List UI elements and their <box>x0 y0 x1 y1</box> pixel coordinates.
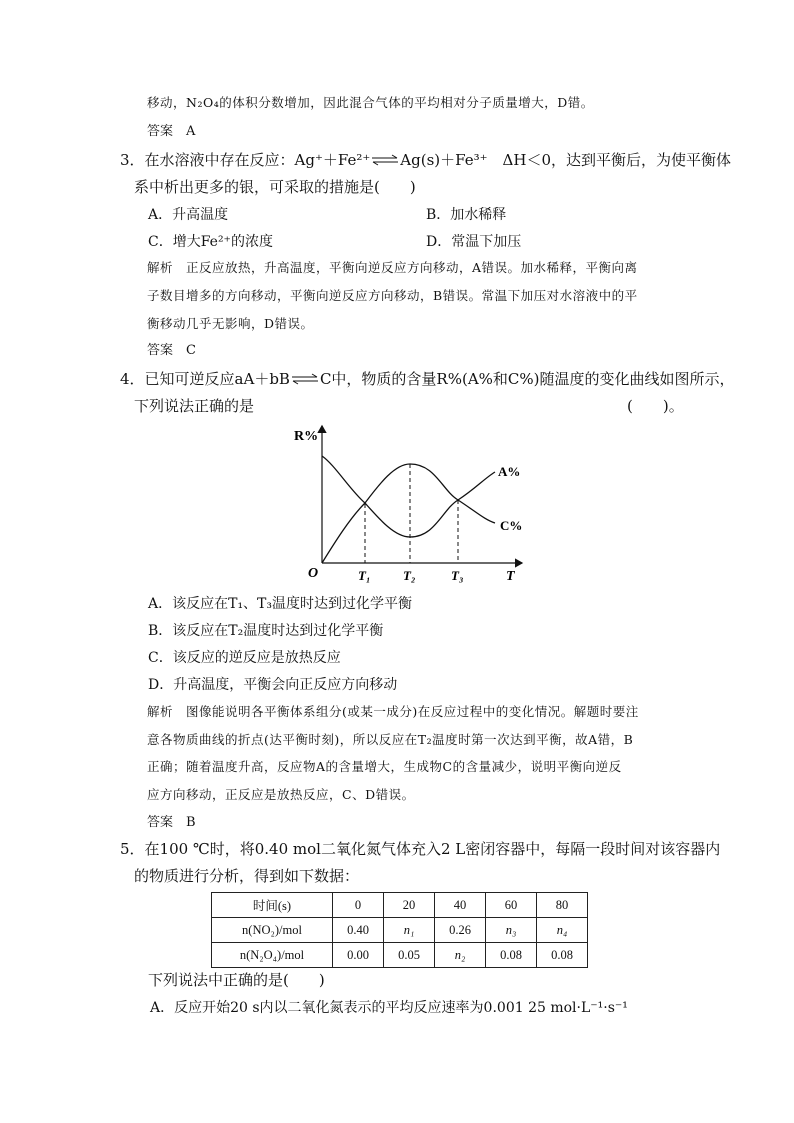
q5-stem-line2: 的物质进行分析，得到如下数据： <box>134 867 360 885</box>
q3-explanation-line2: 子数目增多的方向移动，平衡向逆反应方向移动，B错误。常温下加压对水溶液中的平 <box>147 288 638 303</box>
q4-explanation-line4: 应方向移动，正反应是放热反应，C、D错误。 <box>147 787 415 802</box>
table-cell: n(NO₂)/mol <box>212 918 333 943</box>
reversible-arrow-icon <box>290 373 320 388</box>
q4-answer-blank: ( )。 <box>627 397 684 415</box>
table-cell: n₂ <box>435 943 486 968</box>
q3-option-b: B．加水稀释 <box>426 207 507 223</box>
temperature-content-chart <box>290 420 530 590</box>
table-cell: 0 <box>333 893 384 918</box>
q3-option-a: A．升高温度 <box>148 207 229 223</box>
t1-tick-label: T₁ <box>358 568 371 583</box>
q3-stem-line1 <box>120 153 731 169</box>
table-cell: n₃ <box>486 918 537 943</box>
q3-explanation-line1: 解析 正反应放热，升高温度，平衡向逆反应方向移动，A错误。加水稀释，平衡向离 <box>147 260 638 275</box>
q3-stem-line2: 系中析出更多的银，可采取的措施是( ) <box>134 178 416 196</box>
table-cell: 20 <box>384 893 435 918</box>
table-header-row <box>212 893 588 918</box>
table-cell: n₄ <box>537 918 588 943</box>
table-cell: 0.05 <box>384 943 435 968</box>
q4-explanation-line1: 解析 图像能说明各平衡体系组分(或某一成分)在反应过程中的变化情况。解题时要注 <box>147 704 639 719</box>
series-c-legend: C% <box>500 518 523 533</box>
table-cell: 40 <box>435 893 486 918</box>
table-row <box>212 943 588 968</box>
series-a-legend: A% <box>498 464 521 479</box>
x-axis-label: T <box>506 569 515 584</box>
q4-option-a: A．该反应在T₁、T₃温度时达到过化学平衡 <box>148 596 413 612</box>
series-c-curve <box>322 464 495 563</box>
q3-stem-part1: 3．在水溶液中存在反应：Ag⁺＋Fe²⁺ <box>120 151 371 169</box>
q4-answer: 答案 B <box>147 815 196 830</box>
table-cell: 60 <box>486 893 537 918</box>
reversible-arrow-icon <box>370 154 400 169</box>
table-row <box>212 918 588 943</box>
table-cell: n(N₂O₄)/mol <box>212 943 333 968</box>
q5-option-a: A．反应开始20 s内以二氧化氮表示的平均反应速率为0.001 25 mol·L⁻¹·s⁻¹ <box>150 1000 628 1016</box>
q4-explanation-line3: 正确；随着温度升高，反应物A的含量增大，生成物C的含量减少，说明平衡向逆反 <box>147 759 622 774</box>
q3-explanation-line3: 衡移动几乎无影响，D错误。 <box>147 316 314 331</box>
q3-answer: 答案 C <box>147 343 196 358</box>
table-cell: 0.26 <box>435 918 486 943</box>
q3-option-c: C．增大Fe²⁺的浓度 <box>148 234 273 250</box>
t2-tick-label: T₂ <box>403 568 416 583</box>
q3-stem-part2: Ag(s)＋Fe³⁺ ΔH＜0，达到平衡后，为使平衡体 <box>400 151 731 169</box>
q4-option-b: B．该反应在T₂温度时达到过化学平衡 <box>148 623 384 639</box>
table-cell: 80 <box>537 893 588 918</box>
q4-stem-line1 <box>120 372 735 388</box>
data-table <box>211 892 588 968</box>
table-cell: n₁ <box>384 918 435 943</box>
table-cell: 0.08 <box>486 943 537 968</box>
q3-option-d: D．常温下加压 <box>426 234 522 250</box>
table-cell: 0.40 <box>333 918 384 943</box>
q4-stem-part1: 4．已知可逆反应aA＋bB <box>120 370 290 388</box>
t3-tick-label: T₃ <box>451 568 464 583</box>
q5-stem-line1: 5．在100 ℃时，将0.40 mol二氧化氮气体充入2 L密闭容器中，每隔一段时间对该容器内 <box>120 840 721 858</box>
q4-stem-line2: 下列说法正确的是 <box>134 397 255 415</box>
prev-explanation-line: 移动，N₂O₄的体积分数增加，因此混合气体的平均相对分子质量增大，D错。 <box>147 95 594 110</box>
q4-stem-part2: C中，物质的含量R%(A%和C%)随温度的变化曲线如图所示， <box>319 370 735 388</box>
q5-question-line: 下列说法中正确的是( ) <box>148 971 325 989</box>
prev-answer: 答案 A <box>147 124 196 139</box>
table-cell: 0.00 <box>333 943 384 968</box>
origin-label: O <box>308 566 319 581</box>
q4-option-d: D．升高温度，平衡会向正反应方向移动 <box>148 677 398 693</box>
q4-explanation-line2: 意各物质曲线的折点(达平衡时刻)，所以反应在T₂温度时第一次达到平衡，故A错，B <box>147 732 634 747</box>
y-axis-label: R% <box>294 429 319 444</box>
table-cell: 时间(s) <box>212 893 333 918</box>
table-cell: 0.08 <box>537 943 588 968</box>
q4-option-c: C．该反应的逆反应是放热反应 <box>148 650 341 666</box>
